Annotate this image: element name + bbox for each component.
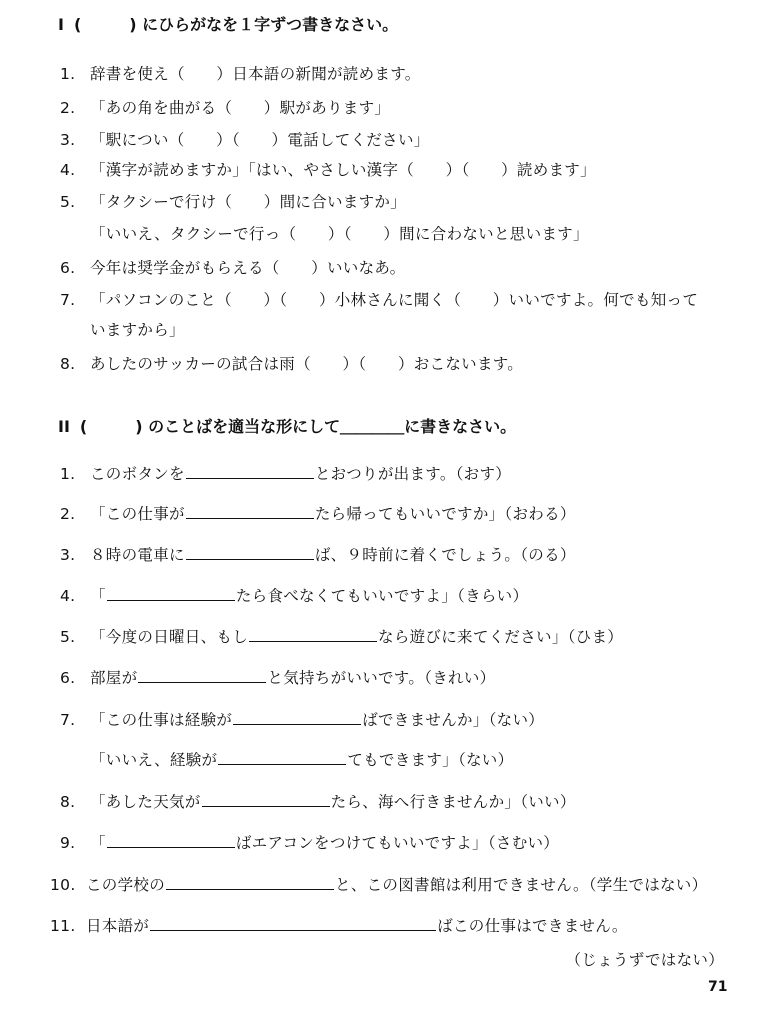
question-post: ばできませんか」（ない） bbox=[362, 711, 545, 729]
s1-question-4 bbox=[60, 158, 596, 180]
question-number: 4. bbox=[60, 587, 76, 605]
question-number: 6. bbox=[60, 259, 76, 277]
s1-question-2 bbox=[60, 96, 390, 118]
question-number: 1. bbox=[60, 65, 76, 83]
question-pre: 「今度の日曜日、もし bbox=[90, 628, 249, 646]
s2-question-11 bbox=[50, 914, 628, 936]
s1-question-3 bbox=[60, 128, 430, 150]
question-number: 7. bbox=[60, 291, 76, 309]
question-number: 11. bbox=[50, 917, 76, 935]
question-text: 「パソコンのこと（ ）（ ）小林さんに聞く（ ）いいですよ。何でも知って bbox=[90, 291, 699, 309]
s2-question-9 bbox=[60, 831, 559, 853]
s1-question-7 bbox=[60, 288, 698, 310]
answer-blank[interactable] bbox=[166, 874, 334, 890]
s2-question-3 bbox=[60, 543, 576, 565]
question-pre: 「あした天気が bbox=[90, 793, 201, 811]
question-text: 「いいえ、タクシーで行っ（ ）（ ）間に合わないと思います」 bbox=[90, 225, 589, 243]
page-number: 71 bbox=[708, 979, 728, 995]
answer-blank[interactable] bbox=[249, 626, 377, 642]
question-pre: 「 bbox=[90, 587, 106, 605]
section-1-instruction: ( ) にひらがなを１字ずつ書きなさい。 bbox=[73, 15, 399, 34]
section-2-heading bbox=[58, 414, 516, 437]
section-2-number: II bbox=[58, 417, 70, 436]
s2-question-11-hint bbox=[566, 948, 724, 970]
question-pre: この学校の bbox=[86, 876, 166, 894]
question-number: 10. bbox=[50, 876, 76, 894]
question-pre: ８時の電車に bbox=[90, 546, 185, 564]
answer-blank[interactable] bbox=[138, 667, 266, 683]
question-text: 「あの角を曲がる（ ）駅があります」 bbox=[90, 99, 391, 117]
question-post: ばこの仕事はできません。 bbox=[437, 917, 628, 935]
question-number: 8. bbox=[60, 793, 76, 811]
question-pre: 「この仕事は経験が bbox=[90, 711, 233, 729]
s2-question-7-cont bbox=[60, 748, 513, 770]
question-post: （じょうずではない） bbox=[565, 951, 724, 969]
answer-blank[interactable] bbox=[107, 832, 235, 848]
question-pre: 部屋が bbox=[90, 669, 138, 687]
question-post: たら帰ってもいいですか」（おわる） bbox=[314, 505, 576, 523]
answer-blank[interactable] bbox=[218, 749, 346, 765]
answer-blank[interactable] bbox=[202, 791, 330, 807]
question-text: 辞書を使え（ ）日本語の新聞が読めます。 bbox=[90, 65, 421, 83]
question-post: たら食べなくてもいいですよ」（きらい） bbox=[235, 587, 529, 605]
answer-blank[interactable] bbox=[107, 585, 235, 601]
question-post: たら、海へ行きませんか」（いい） bbox=[330, 793, 576, 811]
question-number: 9. bbox=[60, 834, 76, 852]
question-post: と気持ちがいいです。（きれい） bbox=[267, 669, 496, 687]
section-1-heading bbox=[58, 12, 398, 35]
question-number: 3. bbox=[60, 546, 76, 564]
question-pre: 日本語が bbox=[86, 917, 150, 935]
question-number: 6. bbox=[60, 669, 76, 687]
s2-question-2 bbox=[60, 502, 576, 524]
question-text: 今年は奨学金がもらえる（ ）いいなあ。 bbox=[90, 259, 406, 277]
answer-blank[interactable] bbox=[150, 915, 436, 931]
question-post: ば、９時前に着くでしょう。（のる） bbox=[314, 546, 576, 564]
question-number: 3. bbox=[60, 131, 76, 149]
question-text: あしたのサッカーの試合は雨（ ）（ ）おこないます。 bbox=[90, 355, 524, 373]
s2-question-8 bbox=[60, 790, 576, 812]
question-number: 5. bbox=[60, 193, 76, 211]
question-number: 5. bbox=[60, 628, 76, 646]
question-number: 2. bbox=[60, 99, 76, 117]
s1-question-5-cont bbox=[60, 222, 589, 244]
s2-question-7 bbox=[60, 708, 544, 730]
question-number: 2. bbox=[60, 505, 76, 523]
section-2-instruction: ( ) のことばを適当な形にして＿＿＿＿に書きなさい。 bbox=[79, 417, 517, 436]
answer-blank[interactable] bbox=[233, 709, 361, 725]
question-text: 「漢字が読めますか」「はい、やさしい漢字（ ）（ ）読めます」 bbox=[90, 161, 596, 179]
s2-question-4 bbox=[60, 584, 528, 606]
question-number: 1. bbox=[60, 465, 76, 483]
s2-question-10 bbox=[50, 873, 707, 895]
question-post: なら遊びに来てください」（ひま） bbox=[378, 628, 624, 646]
s1-question-8 bbox=[60, 352, 523, 374]
answer-blank[interactable] bbox=[186, 503, 314, 519]
question-text: いますから」 bbox=[90, 321, 185, 339]
question-text: 「駅につい（ ）（ ）電話してください」 bbox=[90, 131, 430, 149]
answer-blank[interactable] bbox=[186, 544, 314, 560]
question-number: 4. bbox=[60, 161, 76, 179]
question-post: ばエアコンをつけてもいいですよ」（さむい） bbox=[235, 834, 560, 852]
s2-question-6 bbox=[60, 666, 495, 688]
s2-question-5 bbox=[60, 625, 623, 647]
s2-question-1 bbox=[60, 462, 511, 484]
s1-question-7-cont bbox=[60, 318, 185, 340]
question-pre: このボタンを bbox=[90, 465, 185, 483]
s1-question-1 bbox=[60, 62, 421, 84]
question-post: とおつりが出ます。（おす） bbox=[314, 465, 512, 483]
question-post: と、この図書館は利用できません。（学生ではない） bbox=[335, 876, 708, 894]
question-pre: 「 bbox=[90, 834, 106, 852]
question-number: 7. bbox=[60, 711, 76, 729]
s1-question-6 bbox=[60, 256, 405, 278]
s1-question-5 bbox=[60, 190, 406, 212]
question-number: 8. bbox=[60, 355, 76, 373]
question-text: 「タクシーで行け（ ）間に合いますか」 bbox=[90, 193, 407, 211]
question-post: てもできます」（ない） bbox=[347, 751, 514, 769]
question-pre: 「この仕事が bbox=[90, 505, 185, 523]
question-pre: 「いいえ、経験が bbox=[90, 751, 218, 769]
answer-blank[interactable] bbox=[186, 463, 314, 479]
section-1-number: I bbox=[58, 15, 64, 34]
